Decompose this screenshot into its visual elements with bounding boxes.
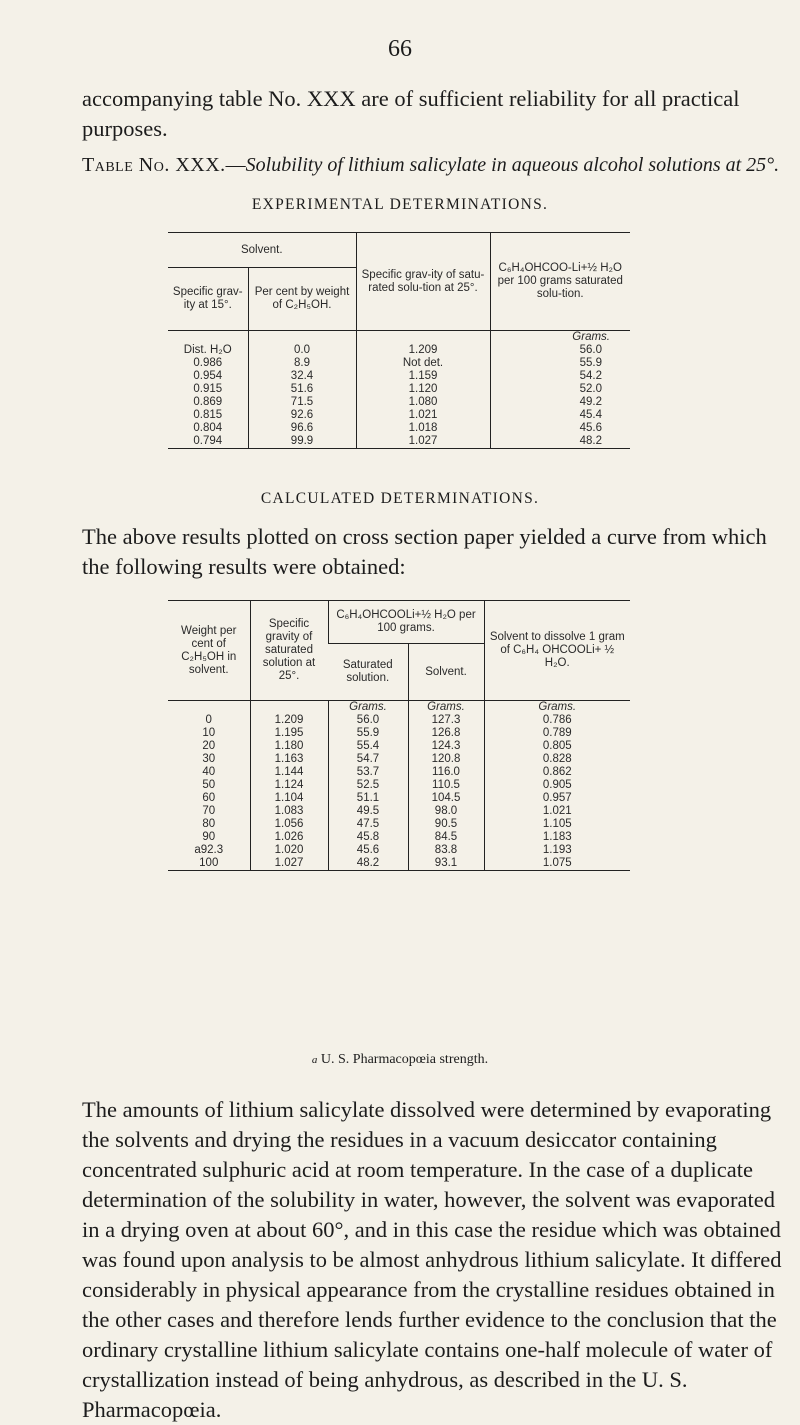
table-cell: 0.828 — [484, 753, 630, 766]
table-cell: 1.105 — [484, 818, 630, 831]
table-row — [168, 805, 630, 818]
table-cell: 8.9 — [248, 357, 356, 370]
table-cell: 0.805 — [484, 740, 630, 753]
table-cell: 100 — [199, 857, 219, 869]
table-row — [168, 383, 630, 396]
table-cell: 92.6 — [248, 409, 356, 422]
table-cell: 30 — [202, 753, 216, 765]
calculated-heading: CALCULATED DETERMINATIONS. — [260, 490, 540, 507]
mid-paragraph: The above results plotted on cross section paper yielded a curve from which the following results were obtained: — [82, 524, 767, 579]
table-cell: 47.5 — [328, 818, 408, 831]
table-cell: 56.0 — [328, 714, 408, 727]
table-cell: 1.195 — [250, 727, 328, 740]
experimental-table-body — [168, 331, 630, 449]
table-row — [168, 766, 630, 779]
footnote — [0, 1052, 800, 1068]
table-cell: 0.0 — [248, 344, 356, 357]
table-cell: 49.5 — [328, 805, 408, 818]
table-row — [168, 818, 630, 831]
table-cell: 0.804 — [193, 422, 223, 434]
table-cell: 71.5 — [248, 396, 356, 409]
table-cell: 0.954 — [193, 370, 223, 382]
table-cell: Not det. — [356, 357, 490, 370]
table-cell: 1.075 — [484, 857, 630, 871]
table-cell: 99.9 — [248, 435, 356, 449]
table-cell: 93.1 — [408, 857, 484, 871]
table-cell: 54.2 — [490, 370, 630, 383]
calculated-table-body — [168, 701, 630, 871]
experimental-heading: EXPERIMENTAL DETERMINATIONS. — [251, 196, 549, 213]
table-cell: 0.905 — [484, 779, 630, 792]
table-cell: 48.2 — [490, 435, 630, 449]
table-cell: 1.104 — [250, 792, 328, 805]
table-cell: 0.862 — [484, 766, 630, 779]
table-title: Solubility of lithium salicylate in aqueous alcohol solutions at 25°. — [245, 154, 780, 176]
table-cell: 49.2 — [490, 396, 630, 409]
table-cell: 0.815 — [193, 409, 223, 421]
table-cell: 116.0 — [408, 766, 484, 779]
table-row — [168, 344, 630, 357]
table-cell: 1.021 — [356, 409, 490, 422]
table-cell: 56.0 — [490, 344, 630, 357]
table-row — [168, 435, 630, 449]
table-cell: 84.5 — [408, 831, 484, 844]
table-cell: 98.0 — [408, 805, 484, 818]
table-cell: 20 — [202, 740, 216, 752]
table-cell: 83.8 — [408, 844, 484, 857]
table-cell: 1.027 — [250, 857, 328, 871]
table-cell: 0.794 — [193, 435, 223, 447]
table-cell: 52.0 — [490, 383, 630, 396]
table-cell: 1.021 — [484, 805, 630, 818]
table-row — [168, 740, 630, 753]
table-cell: 1.027 — [356, 435, 490, 449]
table-cell: 1.080 — [356, 396, 490, 409]
table-row — [168, 857, 630, 871]
table-cell: 55.9 — [328, 727, 408, 740]
table-cell: 48.2 — [328, 857, 408, 871]
sg25-header: Specific grav-ity of satu-rated solu-tion at 25°. — [356, 233, 490, 331]
solvent-header: Solvent. — [408, 644, 484, 701]
table-cell: 0.789 — [484, 727, 630, 740]
table-cell: 90.5 — [408, 818, 484, 831]
table-cell: 0.957 — [484, 792, 630, 805]
table-cell: Dist. H₂O — [183, 344, 232, 356]
table-cell: 0.786 — [484, 714, 630, 727]
table-cell: 1.083 — [250, 805, 328, 818]
table-row — [168, 753, 630, 766]
table-cell: 51.1 — [328, 792, 408, 805]
table-row — [168, 792, 630, 805]
table-cell: 45.6 — [328, 844, 408, 857]
page-number: 66 — [388, 36, 412, 62]
table-cell: 60 — [202, 792, 216, 804]
table-cell: 126.8 — [408, 727, 484, 740]
table-row — [168, 396, 630, 409]
unit-grams-solvent: Grams. — [408, 701, 484, 715]
table-cell: 0.869 — [193, 396, 223, 408]
table-cell: 96.6 — [248, 422, 356, 435]
table-cell: 53.7 — [328, 766, 408, 779]
table-cell: 0 — [205, 714, 212, 726]
table-cell: 80 — [202, 818, 216, 830]
table-cell: 104.5 — [408, 792, 484, 805]
table-cell: 0.915 — [193, 383, 223, 395]
table-cell: 52.5 — [328, 779, 408, 792]
table-cell: 45.8 — [328, 831, 408, 844]
unit-grams-saturated: Grams. — [328, 701, 408, 715]
table-cell: 0.986 — [193, 357, 223, 369]
percent-header: Per cent by weight of C₂H₅OH. — [248, 268, 356, 331]
salt-header: C₆H₄OHCOO-Li+½ H₂O per 100 grams saturated solu-tion. — [490, 233, 630, 331]
final-paragraph: The amounts of lithium salicylate dissolved were determined by evaporating the solvents and drying the residues in a vacuum desiccator containing concentrated sulphuric acid at room temperature. In the case of a duplicate determination of the solubility in water, however, the solvent was evaporated in a drying oven at about 60°, and in this case the residue which was obtained was found upon analysis to be almost anhydrous lithium salicylate. It differed considerably in physical appearance from the crystalline residues obtained in the other cases and therefore lends further evidence to the conclusion that the ordinary crystalline lithium salicylate contains one-half molecule of water of crystallization instead of being anhydrous, as described in the U. S. Pharmacopœia. — [82, 1097, 782, 1422]
table-row — [168, 422, 630, 435]
sg-header: Specific gravity of saturated solution at 25°. — [250, 601, 328, 701]
table-row — [168, 409, 630, 422]
table-row — [168, 831, 630, 844]
intro-paragraph: accompanying table No. XXX are of sufficient reliability for all practical purposes. — [82, 86, 740, 141]
calculated-table — [168, 600, 630, 871]
caption-dash: — — [225, 154, 246, 176]
table-label: Table No. XXX. — [82, 154, 226, 176]
table-cell: 90 — [202, 831, 216, 843]
table-row — [168, 844, 630, 857]
table-cell: 124.3 — [408, 740, 484, 753]
table-cell: 1.163 — [250, 753, 328, 766]
table-caption — [82, 152, 782, 178]
unit-grams-dissolve: Grams. — [484, 701, 630, 715]
table-cell: 1.120 — [356, 383, 490, 396]
table-cell: 50 — [202, 779, 216, 791]
table-cell: 54.7 — [328, 753, 408, 766]
table-cell: 1.018 — [356, 422, 490, 435]
table-cell: 51.6 — [248, 383, 356, 396]
table-cell: 1.180 — [250, 740, 328, 753]
table-cell: 1.026 — [250, 831, 328, 844]
table-cell: 32.4 — [248, 370, 356, 383]
table-cell: 1.020 — [250, 844, 328, 857]
footnote-marker: a — [311, 1054, 318, 1066]
dissolve-header: Solvent to dissolve 1 gram of C₆H₄ OHCOOLi+ ½ H₂O. — [484, 601, 630, 701]
salt-group-header: C₆H₄OHCOOLi+½ H₂O per 100 grams. — [328, 601, 484, 644]
table-cell: 1.144 — [250, 766, 328, 779]
solvent-group-header: Solvent. — [168, 233, 356, 268]
table-cell: 70 — [202, 805, 216, 817]
unit-grams: Grams. — [490, 331, 630, 345]
table-row — [168, 727, 630, 740]
table-row — [168, 357, 630, 370]
table-cell: 1.056 — [250, 818, 328, 831]
table-cell: 1.159 — [356, 370, 490, 383]
table-cell: 110.5 — [408, 779, 484, 792]
table-cell: 10 — [202, 727, 216, 739]
table-cell: 120.8 — [408, 753, 484, 766]
table-row — [168, 370, 630, 383]
table-cell: 45.4 — [490, 409, 630, 422]
table-cell: 45.6 — [490, 422, 630, 435]
table-cell: a92.3 — [194, 844, 224, 856]
saturated-header: Saturated solution. — [342, 659, 393, 684]
table-cell: 1.193 — [484, 844, 630, 857]
weight-header: Weight per cent of C₂H₅OH in solvent. — [181, 624, 237, 676]
table-cell: 1.209 — [250, 714, 328, 727]
sg15-header: Specific grav-ity at 15°. — [168, 268, 248, 331]
table-cell: 55.4 — [328, 740, 408, 753]
table-cell: 1.209 — [356, 344, 490, 357]
table-cell: 127.3 — [408, 714, 484, 727]
experimental-table — [168, 232, 630, 449]
table-cell: 1.124 — [250, 779, 328, 792]
table-cell: 55.9 — [490, 357, 630, 370]
table-row — [168, 714, 630, 727]
footnote-text: U. S. Pharmacopœia strength. — [320, 1052, 489, 1067]
table-cell: 1.183 — [484, 831, 630, 844]
table-row — [168, 779, 630, 792]
table-cell: 40 — [202, 766, 216, 778]
